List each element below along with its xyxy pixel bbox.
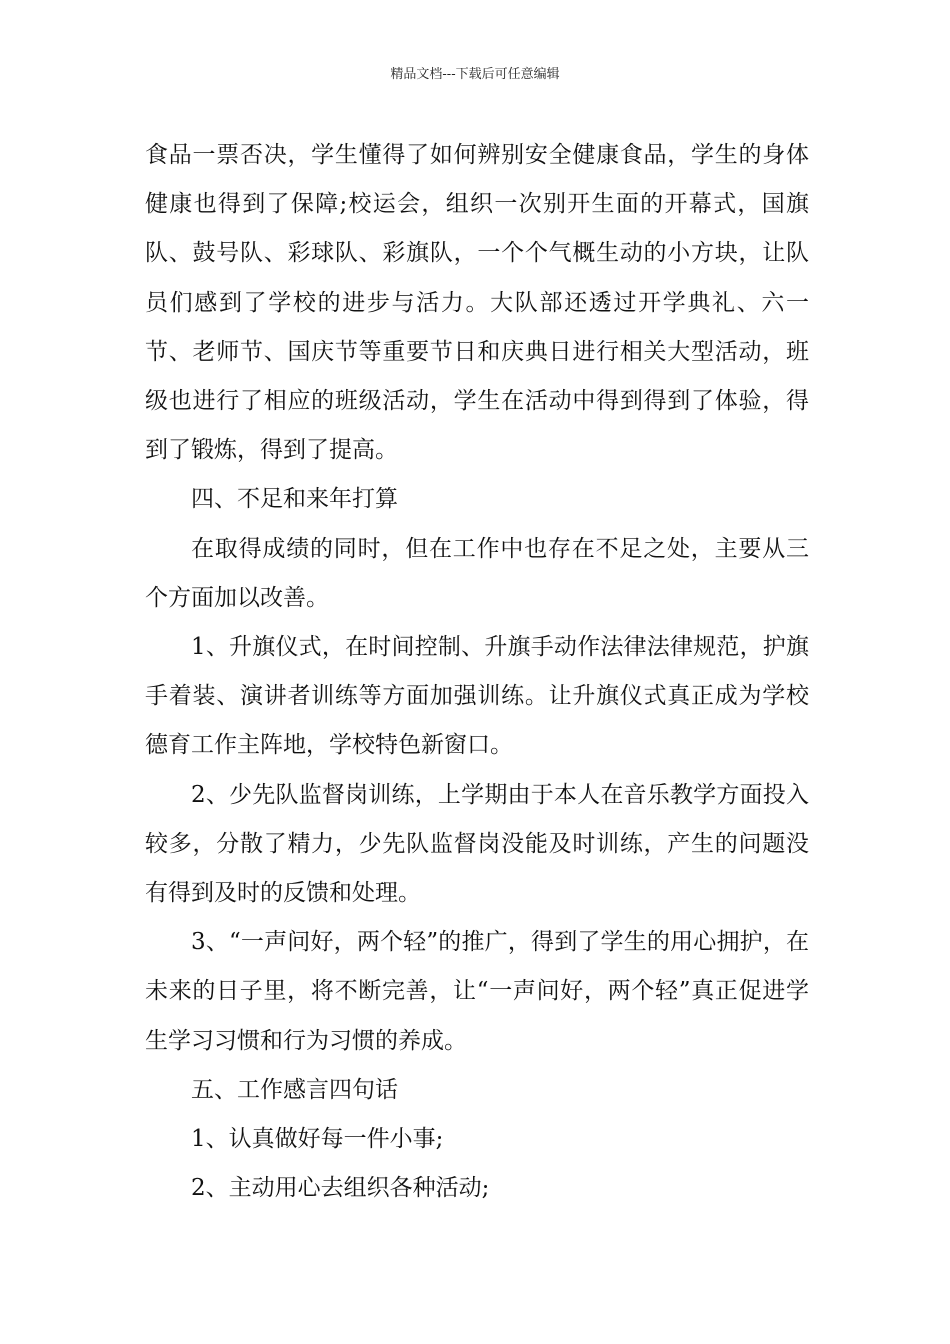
list-item-supervision-post: 2、少先队监督岗训练，上学期由于本人在音乐教学方面投入较多，分散了精力，少先队监督岗没能及时训练，产生的问题没有得到及时的反馈和处理。 [145, 781, 809, 907]
section-heading-reflections: 五、工作感言四句话 [191, 1076, 398, 1103]
page-header: 精品文档---下载后可任意编辑 [390, 67, 560, 82]
list-item-reflection-1: 1、认真做好每一件小事; [191, 1126, 444, 1153]
list-item-flag-ceremony: 1、升旗仪式，在时间控制、升旗手动作法律法律规范，护旗手着装、演讲者训练等方面加强训练。让升旗仪式真正成为学校德育工作主阵地，学校特色新窗口。 [145, 634, 809, 759]
list-item-reflection-2: 2、主动用心去组织各种活动; [191, 1175, 490, 1202]
section-heading-shortcomings: 四、不足和来年打算 [191, 486, 398, 513]
paragraph-shortcomings-intro: 在取得成绩的同时，但在工作中也存在不足之处，主要从三个方面加以改善。 [145, 535, 809, 611]
document-body [145, 131, 809, 1213]
list-item-greeting-campaign: 3、“一声问好，两个轻”的推广，得到了学生的用心拥护，在未来的日子里，将不断完善，让“一声问好，两个轻”真正促进学生学习习惯和行为习惯的养成。 [145, 929, 809, 1054]
paragraph-continued: 食品一票否决，学生懂得了如何辨别安全健康食品，学生的身体健康也得到了保障;校运会，组织一次别开生面的开幕式，国旗队、鼓号队、彩球队、彩旗队，一个个气概生动的小方块，让队员们感到了学校的进步与活力。大队部还透过开学典礼、六一节、老师节、国庆节等重要节日和庆典日进行相关大型活动，班级也进行了相应的班级活动，学生在活动中得到得到了体验，得到了锻炼，得到了提高。 [145, 142, 809, 464]
